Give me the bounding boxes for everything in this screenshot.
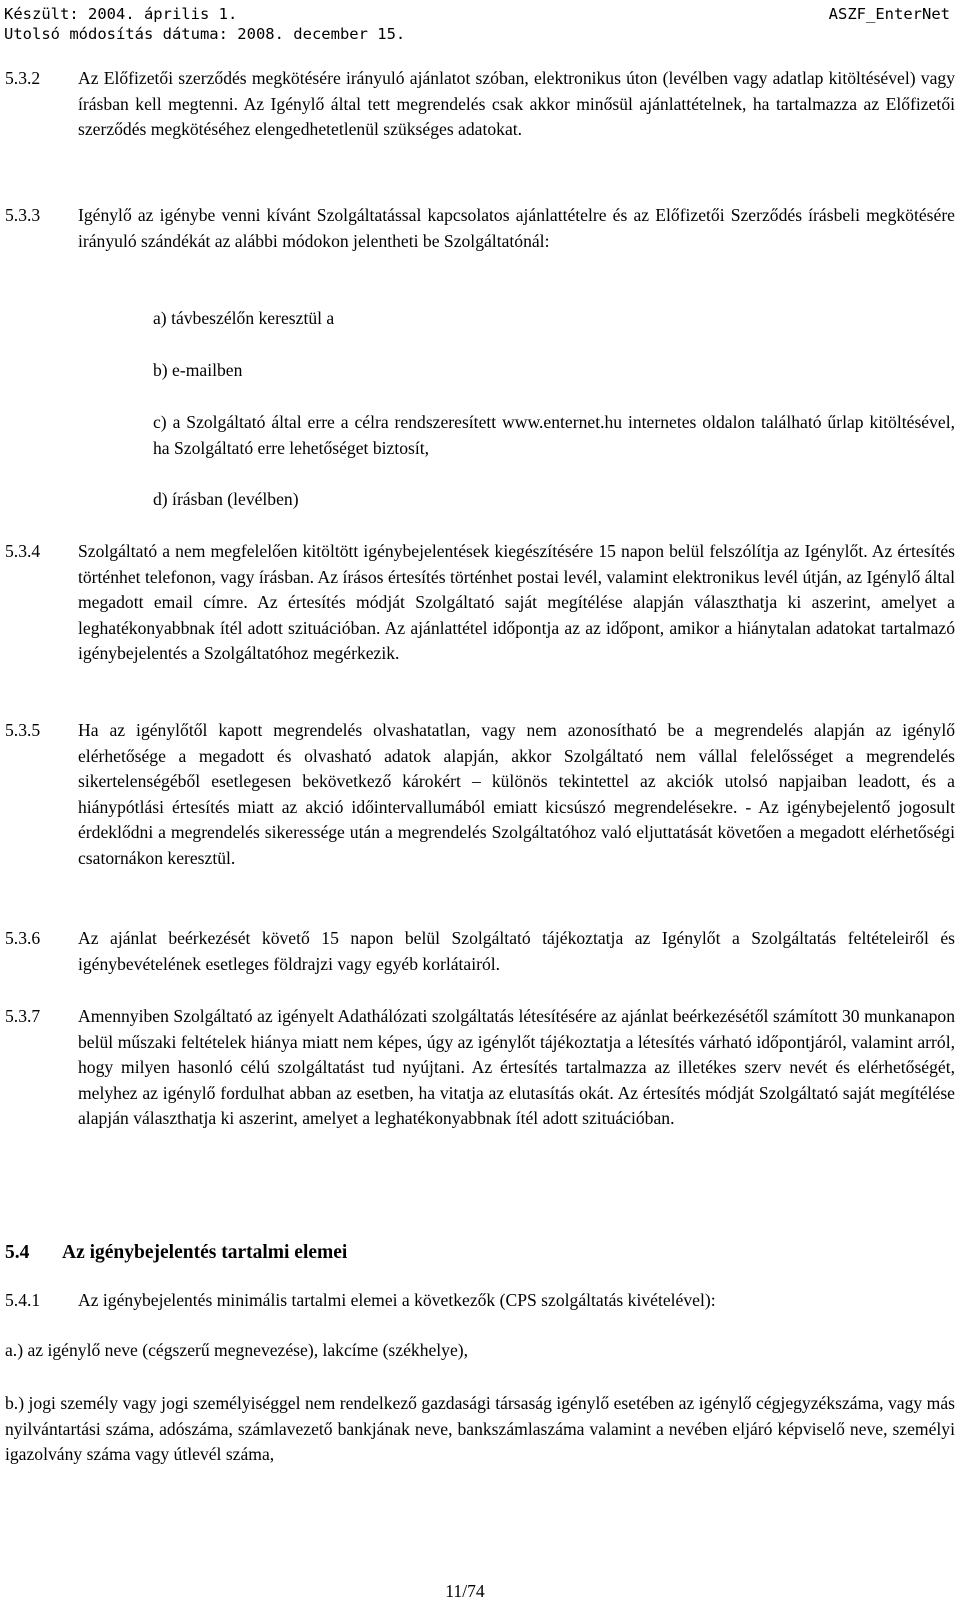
document-id: ASZF_EnterNet: [828, 5, 950, 23]
section-text: Szolgáltató a nem megfelelően kitöltött igénybejelentések kiegészítésére 15 napon belül felszólítja az Igénylőt. Az értesítés történhet telefonon, vagy írásban. Az írásos értesítés történhet postai levél, valamint elektronikus levél útján, az Igénylő által megadott email címre. Az értesítés módját Szolgáltató saját megítélése alapján választhatja ki aszerint, amelyet a leghatékonyabbnak ítél adott szituációban. Az ajánlattétel időpontja az az időpont, amikor a hiánytalan adatokat tartalmazó igénybejelentés a Szolgáltatóhoz megérkezik.: [78, 541, 955, 663]
section-number: 5.3.5: [5, 720, 41, 740]
list-item: a.) az igénylő neve (cégszerű megnevezése), lakcíme (székhelye),: [5, 1340, 469, 1360]
list-item: a) távbeszélőn keresztül a: [153, 308, 335, 328]
modified-date: Utolsó módosítás dátuma: 2008. december 15.: [4, 25, 406, 43]
section-heading: Az igénybejelentés tartalmi elemei: [62, 1242, 348, 1263]
section-text: Az igénybejelentés minimális tartalmi elemei a következők (CPS szolgáltatás kivételével):: [78, 1290, 716, 1310]
page-number: 11/74: [445, 1581, 485, 1601]
section-number: 5.3.7: [5, 1006, 41, 1026]
list-item: d) írásban (levélben): [153, 489, 299, 509]
page-header-dates: [4, 4, 405, 44]
section-text: Amennyiben Szolgáltató az igényelt Adathálózati szolgáltatás létesítésére az ajánlat beérkezésétől számított 30 munkanapon belül műszaki feltételek hiánya miatt nem képes, úgy az igénylőt tájékoztatja a létesítés várható időpontjáról, valamint arról, hogy milyen hasonló célú szolgáltatást tud nyújtani. Az értesítés tartalmazza az illetékes szerv nevét és elérhetőségét, melyhez az igénylő fordulhat abban az esetben, ha vitatja az elutasítás okát. Az értesítés módját Szolgáltató saját megítélése alapján választhatja ki aszerint, amelyet a leghatékonyabbnak ítél adott szituációban.: [78, 1006, 955, 1128]
section-text: Igénylő az igénybe venni kívánt Szolgáltatással kapcsolatos ajánlattételre és az Előfizetői Szerződés írásbeli megkötésére irányuló szándékát az alábbi módokon jelentheti be Szolgáltatónál:: [78, 205, 955, 251]
section-number: 5.3.4: [5, 541, 41, 561]
section-heading-number: 5.4: [5, 1242, 30, 1263]
section-number: 5.3.2: [5, 68, 41, 88]
created-date: Készült: 2004. április 1.: [4, 5, 238, 23]
list-item: c) a Szolgáltató által erre a célra rendszeresített www.enternet.hu internetes oldalon található űrlap kitöltésével, ha Szolgáltató erre lehetőséget biztosít,: [153, 412, 955, 458]
section-number: 5.3.6: [5, 928, 41, 948]
section-text: Az Előfizetői szerződés megkötésére irányuló ajánlatot szóban, elektronikus úton (levélben vagy adatlap kitöltésével) vagy írásban kell megtenni. Az Igénylő által tett megrendelés csak akkor minősül ajánlattételnek, ha tartalmazza az Előfizetői szerződés megkötéséhez elengedhetetlenül szükséges adatokat.: [78, 68, 955, 139]
section-text: Az ajánlat beérkezését követő 15 napon belül Szolgáltató tájékoztatja az Igénylőt a Szolgáltatás feltételeiről és igénybevételének esetleges földrajzi vagy egyéb korlátairól.: [78, 928, 955, 974]
section-number: 5.4.1: [5, 1290, 41, 1310]
list-item: b) e-mailben: [153, 360, 243, 380]
section-text: Ha az igénylőtől kapott megrendelés olvashatatlan, vagy nem azonosítható be a megrendelés alapján az igénylő elérhetősége a megadott és olvasható adatok alapján, akkor Szolgáltató nem vállal felelősséget a megrendelés sikertelenségéből esetlegesen bekövetkező károkért – különös tekintettel az akciók utolsó napjaiban leadott, és a hiánypótlási értesítés miatt az akció időintervallumából emiatt kicsúszó megrendelésekre. - Az igénybejelentő jogosult érdeklődni a megrendelés sikeressége után a megrendelés Szolgáltatóhoz való eljuttatását követően a megadott elérhetőségi csatornákon keresztül.: [78, 720, 955, 868]
section-number: 5.3.3: [5, 205, 41, 225]
list-item: b.) jogi személy vagy jogi személyiséggel nem rendelkező gazdasági társaság igénylő esetében az igénylő cégjegyzékszáma, vagy más nyilvántartási száma, adószáma, számlavezető bankjának neve, bankszámlaszáma valamint a nevében eljáró képviselő neve, személyi igazolvány száma vagy útlevél száma,: [5, 1393, 955, 1464]
